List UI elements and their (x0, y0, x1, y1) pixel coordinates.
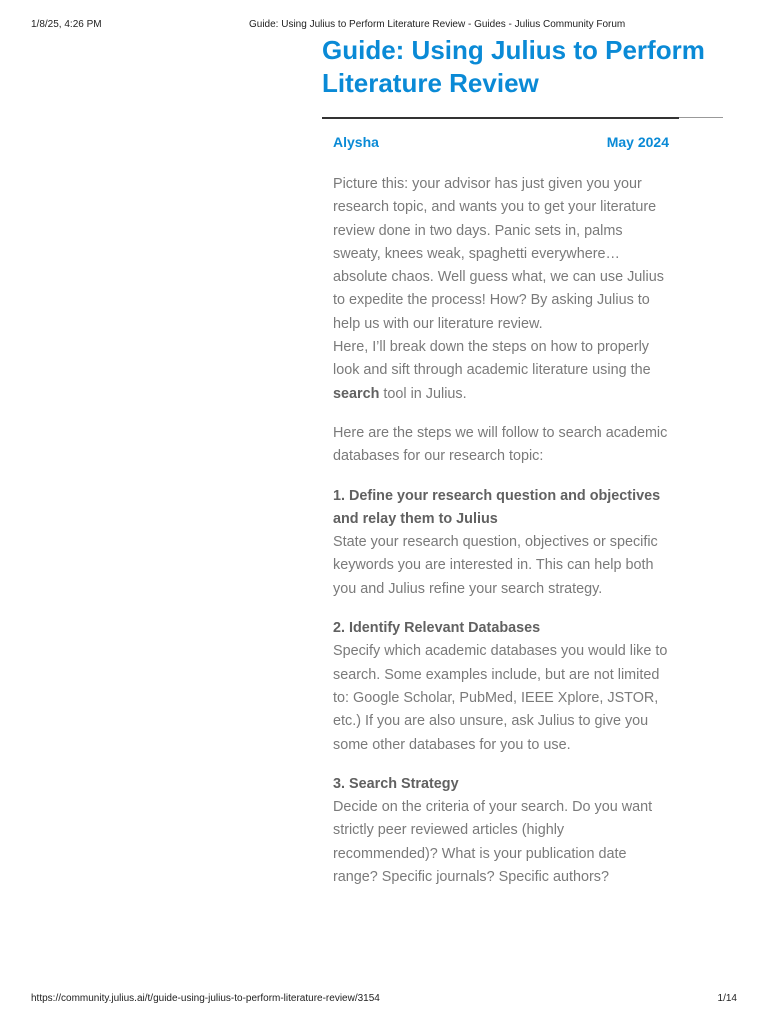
step-3-body: Decide on the criteria of your search. Do you want strictly peer reviewed articles (highly recommended)? What is your publication date range? Specific journals? Specific authors? (333, 799, 653, 886)
print-footer (31, 993, 737, 1007)
step-1-heading: 1. Define your research question and objectives and relay them to Julius (333, 487, 661, 527)
step-2-body: Specify which academic databases you would like to search. Some examples include, but are not limited to: Google Scholar, PubMed, IEEE Xplore, JSTOR, etc.) If you are also unsure, ask Julius to give you some other databases for you to use. (333, 643, 668, 753)
post-date[interactable]: May 2024 (606, 134, 669, 150)
spacer (333, 601, 669, 617)
breakdown-text-start: Here, I’ll break down the steps on how to properly look and sift through academic literature using the (333, 339, 651, 379)
spacer (333, 757, 669, 773)
author-name[interactable]: Alysha (333, 134, 379, 150)
print-date: 1/8/25, 4:26 PM (31, 19, 102, 30)
page-number: 1/14 (717, 993, 737, 1004)
article-body (333, 173, 669, 889)
step-1-body: State your research question, objectives or specific keywords you are interested in. This can help both you and Julius refine your search strategy. (333, 534, 658, 597)
print-header (31, 19, 737, 33)
print-page-title: Guide: Using Julius to Perform Literature Review - Guides - Julius Community Forum (249, 19, 626, 30)
print-url: https://community.julius.ai/t/guide-using-julius-to-perform-literature-review/3154 (31, 993, 380, 1004)
search-tool-emphasis: search (333, 385, 380, 402)
article-meta (333, 134, 669, 154)
title-divider (322, 117, 679, 119)
step-3-heading: 3. Search Strategy (333, 775, 459, 792)
title-divider-extension (679, 117, 723, 118)
step-2-heading: 2. Identify Relevant Databases (333, 620, 541, 637)
article-title: Guide: Using Julius to Perform Literature Review (322, 35, 705, 98)
intro-paragraph: Picture this: your advisor has just given you your research topic, and wants you to get your literature review done in two days. Panic sets in, palms sweaty, knees weak, spaghetti everywhere… absolute chaos. Well guess what, we can use Julius to expedite the process! How? By asking Julius to help us with our literature review. (333, 176, 664, 332)
steps-intro-paragraph: Here are the steps we will follow to search academic databases for our research topic: (333, 424, 668, 465)
breakdown-paragraph (333, 336, 669, 406)
spacer (333, 406, 669, 422)
spacer (333, 469, 669, 485)
breakdown-text-end: tool in Julius. (379, 385, 467, 402)
